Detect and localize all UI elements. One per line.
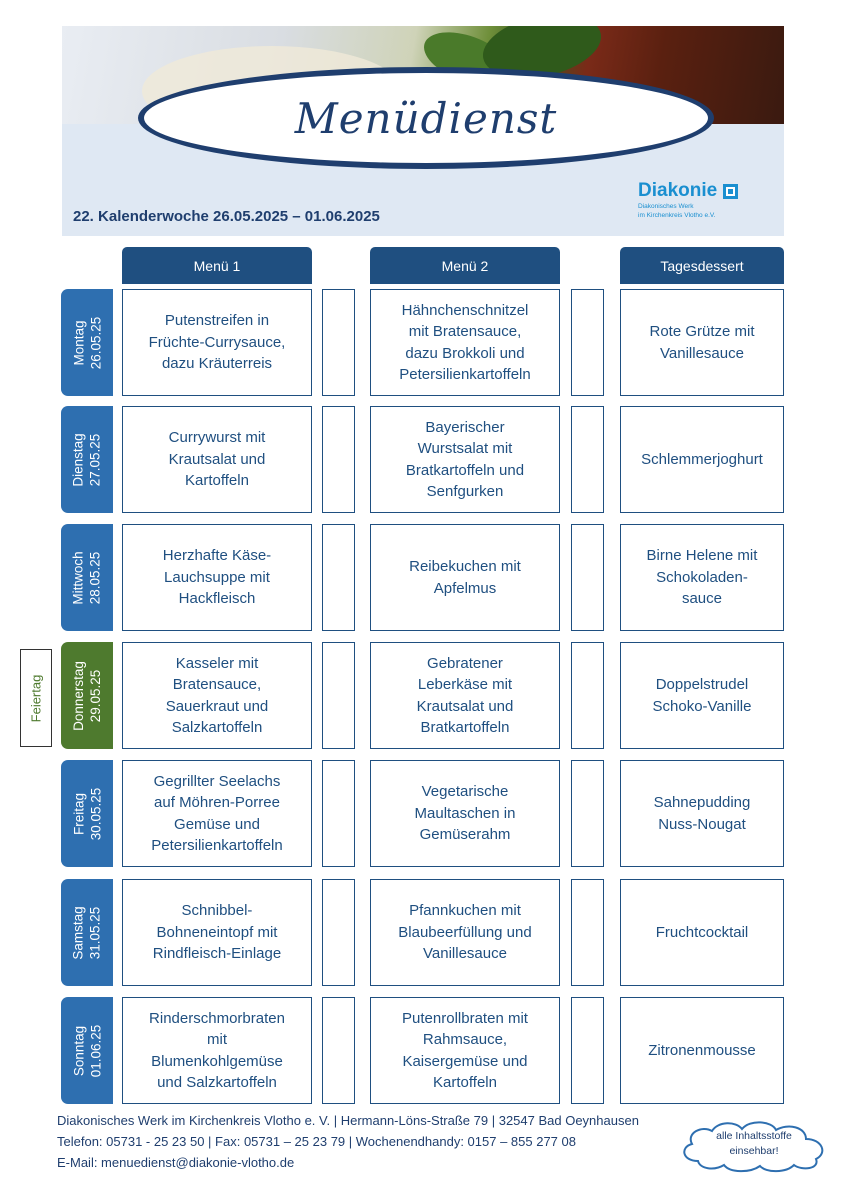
- menu-text-line: Krautsalat und: [416, 697, 514, 715]
- menu-text-line: Vanillesauce: [660, 344, 744, 362]
- day-date: 27.05.25: [88, 433, 104, 486]
- menu-text-line: Gemüse und: [174, 815, 260, 833]
- menu2-cell: [370, 760, 560, 867]
- menu-text-line: Kaisergemüse und: [402, 1052, 528, 1070]
- week-label: 22. Kalenderwoche 26.05.2025 – 01.06.2025: [73, 208, 380, 225]
- cloud-text-1: alle Inhaltsstoffe: [716, 1130, 792, 1142]
- menu2-order-box: [571, 406, 604, 513]
- logo-subtitle-2: im Kirchenkreis Vlotho e.V.: [638, 212, 716, 219]
- footer-phone: Telefon: 05731 - 25 23 50 | Fax: 05731 – 25 23 79 | Wochenendhandy: 0157 – 855 277 08: [57, 1134, 576, 1149]
- day-label: [61, 760, 113, 867]
- day-name: Sonntag: [71, 1025, 86, 1076]
- cloud-text-2: einsehbar!: [729, 1145, 779, 1157]
- menu-text-line: Birne Helene mit: [646, 547, 758, 565]
- menu2-order-box: [571, 524, 604, 631]
- menu2-cell: [370, 289, 560, 396]
- menu-text-line: Rahmsauce,: [422, 1031, 508, 1048]
- menu1-cell: [122, 524, 312, 631]
- menu-text-line: Zitronenmousse: [648, 1041, 756, 1059]
- day-name: Samstag: [71, 905, 86, 960]
- menu-text-line: Pfannkuchen mit: [409, 902, 521, 920]
- menu-text-line: dazu Kräuterreis: [161, 355, 273, 373]
- menu-text-line: mit Bratensauce,: [408, 323, 522, 340]
- dessert-cell: [620, 524, 784, 631]
- menu-text-line: Hähnchenschnitzel: [401, 301, 529, 319]
- dessert-cell: [620, 289, 784, 396]
- menu2-order-box: [571, 760, 604, 867]
- menu-text-line: Apfelmus: [433, 579, 497, 597]
- day-name: Mittwoch: [71, 550, 87, 605]
- day-label: [61, 289, 113, 396]
- menu1-order-box: [322, 879, 355, 986]
- menu-text-line: Blaubeerfüllung und: [398, 923, 532, 941]
- menu-text-line: Fruchtcocktail: [655, 923, 749, 941]
- menu2-cell: [370, 524, 560, 631]
- footer-address: Diakonisches Werk im Kirchenkreis Vlotho e. V. | Hermann-Löns-Straße 79 | 32547 Bad Oeynhausen: [57, 1113, 639, 1128]
- menu-text-line: Leberkäse mit: [417, 676, 513, 693]
- menu-text-line: Bratensauce,: [172, 676, 262, 693]
- dessert-cell: [620, 406, 784, 513]
- menu-text-line: Früchte-Currysauce,: [148, 333, 286, 351]
- day-label: [61, 997, 113, 1104]
- day-label: [61, 524, 113, 631]
- day-name: Montag: [71, 319, 86, 366]
- menu1-cell: [122, 406, 312, 513]
- menu-text-line: Maultaschen in: [414, 804, 516, 822]
- menu2-cell: [370, 879, 560, 986]
- dessert-cell: [620, 997, 784, 1104]
- menu-text-line: Rote Grütze mit: [649, 323, 755, 340]
- menu-text-line: Kartoffeln: [433, 1074, 497, 1091]
- menu-text-line: Petersilienkartoffeln: [399, 366, 531, 383]
- menu-text-line: Putenstreifen in: [164, 312, 270, 330]
- menu-text-line: Reibekuchen mit: [409, 558, 521, 575]
- menu-text-line: Blumenkohlgemüse: [151, 1052, 283, 1070]
- dessert-cell: [620, 642, 784, 749]
- menu-text-line: Wurstsalat mit: [417, 440, 513, 457]
- menu1-order-box: [322, 524, 355, 631]
- menu2-cell: [370, 406, 560, 513]
- menu1-order-box: [322, 760, 355, 867]
- menu-text-line: Schoko-Vanille: [652, 697, 752, 715]
- menu2-order-box: [571, 997, 604, 1104]
- column-header-menu1: Menü 1: [122, 247, 312, 284]
- menu-text-line: Krautsalat und: [168, 450, 266, 468]
- menu-text-line: Hackfleisch: [178, 590, 256, 608]
- dessert-cell: [620, 879, 784, 986]
- menu-text-line: Sahnepudding: [653, 794, 751, 811]
- menu-text-line: Schlemmerjoghurt: [641, 450, 763, 468]
- day-date: 28.05.25: [88, 551, 104, 604]
- day-name: Dienstag: [71, 432, 87, 487]
- menu-text-line: Salzkartoffeln: [171, 719, 263, 736]
- menu-text-line: Kartoffeln: [185, 472, 249, 490]
- title-oval: [138, 67, 714, 169]
- menu-text-line: Lauchsuppe mit: [164, 568, 270, 586]
- menu-text-line: Herzhafte Käse-: [162, 547, 272, 565]
- day-name: Donnerstag: [71, 660, 87, 731]
- menu-text-line: auf Möhren-Porree: [154, 794, 280, 811]
- menu-text-line: Gegrillter Seelachs: [153, 772, 281, 790]
- menu1-cell: [122, 289, 312, 396]
- menu1-order-box: [322, 406, 355, 513]
- day-label: [61, 642, 113, 749]
- menu2-order-box: [571, 642, 604, 749]
- menu-text-line: Bratkartoffeln: [420, 719, 510, 736]
- menu-text-line: sauce: [681, 590, 722, 608]
- column-header-dessert: Tagesdessert: [620, 247, 784, 284]
- column-header-menu2: Menü 2: [370, 247, 560, 284]
- day-date: 31.05.25: [88, 906, 103, 959]
- menu-text-line: dazu Brokkoli und: [405, 344, 525, 362]
- footer-email: E-Mail: menuedienst@diakonie-vlotho.de: [57, 1155, 295, 1170]
- menu-text-line: Rindfleisch-Einlage: [152, 945, 282, 963]
- menu-text-line: Bratkartoffeln und: [405, 461, 525, 479]
- menu1-cell: [122, 879, 312, 986]
- menu-text-line: Currywurst mit: [168, 429, 266, 447]
- menu-text-line: Nuss-Nougat: [658, 815, 746, 833]
- logo-subtitle-1: Diakonisches Werk: [638, 203, 694, 210]
- menu-text-line: Vegetarische: [421, 783, 509, 801]
- menu-text-line: Putenrollbraten mit: [402, 1009, 528, 1027]
- menu-text-line: Gemüserahm: [419, 826, 511, 844]
- menu-text-line: Doppelstrudel: [655, 676, 749, 693]
- day-date: 01.06.25: [88, 1024, 103, 1077]
- day-label: [61, 879, 113, 986]
- menu2-order-box: [571, 289, 604, 396]
- menu-text-line: Schokoladen-: [656, 568, 748, 586]
- dessert-cell: [620, 760, 784, 867]
- menu1-order-box: [322, 289, 355, 396]
- menu1-cell: [122, 642, 312, 749]
- holiday-label: Feiertag: [28, 674, 44, 722]
- day-name: Freitag: [71, 792, 86, 835]
- page-title: Menüdienst: [294, 93, 558, 143]
- menu-text-line: Rinderschmorbraten: [149, 1009, 285, 1027]
- menu-text-line: mit: [207, 1031, 227, 1048]
- menu2-cell: [370, 642, 560, 749]
- day-date: 26.05.25: [88, 316, 103, 369]
- menu1-cell: [122, 997, 312, 1104]
- menu-text-line: Bohneneintopf mit: [156, 923, 278, 941]
- day-label: [61, 406, 113, 513]
- menu1-order-box: [322, 642, 355, 749]
- menu-text-line: Bayerischer: [425, 418, 505, 436]
- diakonie-logo: [638, 180, 778, 220]
- menu-text-line: Schnibbel-: [181, 902, 253, 920]
- logo-name: Diakonie: [638, 180, 718, 201]
- menu-text-line: und Salzkartoffeln: [157, 1074, 277, 1091]
- menu2-cell: [370, 997, 560, 1104]
- menu-text-line: Sauerkraut und: [165, 697, 269, 715]
- menu-text-line: Vanillesauce: [423, 945, 507, 963]
- footer: [57, 1110, 757, 1173]
- diakonie-cross-icon: [723, 184, 738, 199]
- day-date: 30.05.25: [88, 787, 103, 840]
- menu-text-line: Senfgurken: [426, 483, 504, 500]
- menu2-order-box: [571, 879, 604, 986]
- info-cloud: [676, 1117, 832, 1173]
- day-date: 29.05.25: [88, 669, 104, 722]
- menu-text-line: Gebratener: [427, 654, 503, 672]
- holiday-marker: [20, 649, 52, 747]
- menu-text-line: Kasseler mit: [175, 654, 259, 672]
- menu1-cell: [122, 760, 312, 867]
- menu-text-line: Petersilienkartoffeln: [151, 837, 283, 854]
- menu1-order-box: [322, 997, 355, 1104]
